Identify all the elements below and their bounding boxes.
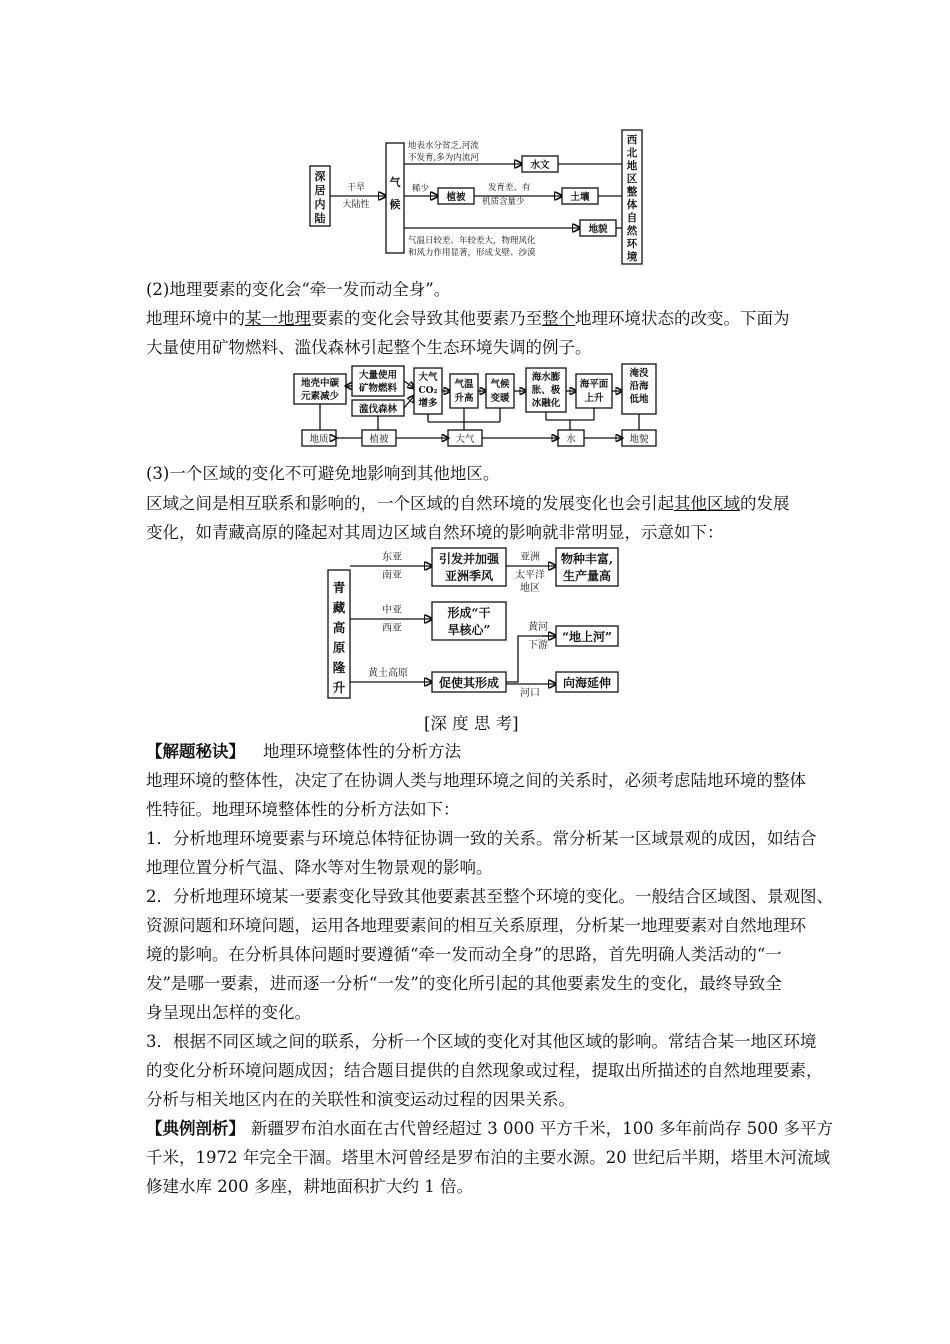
bottom-landform: 地貌 [629,434,649,445]
svg-text:低地: 低地 [629,394,649,405]
tips-method1-2: 地理位置分析气温、降水等对生物景观的影响。 [146,858,493,877]
svg-text:藏: 藏 [332,600,346,615]
tips-heading [146,738,461,762]
svg-text:沿海: 沿海 [629,381,649,392]
label-asia: 亚洲 [520,552,540,563]
tips-title: 地理环境整体性的分析方法 [263,742,461,761]
section2-paragraph-line1: 地理环境中的某一地理要素的变化会导致其他要素乃至整个地理环境状态的改变。下面为 [146,309,790,328]
bottom-atmosphere: 大气 [455,434,475,445]
vegetation-label: 植被 [446,192,466,203]
water-note-2: 不发育,多为内流河 [408,153,479,163]
svg-text:旱核心”: 旱核心” [447,623,491,637]
label-yellow-river: 黄河 [528,622,548,633]
tips-method2-5: 身呈现出怎样的变化。 [146,1003,311,1022]
diagram-northwest-environment [308,128,648,266]
arrow-label-dry: 干旱 [346,183,366,193]
section3-heading: (3)一个区域的变化不可避免地影响到其他地区。 [146,464,500,483]
svg-text:淹没: 淹没 [629,368,649,379]
svg-text:高: 高 [332,620,346,635]
landform-note-1: 气温日较差、年较差大，物理风化 [408,236,536,246]
tips-method2-2: 资源问题和环境问题，运用各地理要素间的相互关系原理，分析某一地理要素对自然地理环 [146,916,806,935]
label-loess: 黄土高原 [368,668,408,679]
tips-method2-4: 发”是哪一要素，进而逐一分析“一发”的变化所引起的其他要素发生的变化，最终导致全 [146,974,782,993]
tips-method3-1: 3．根据不同区域之间的联系，分析一个区域的变化对其他区域的影响。常结合某一地区环境 [146,1032,817,1051]
soil-label: 土壤 [570,192,590,203]
bottom-vegetation: 植被 [369,434,389,445]
landform-note-2: 和风力作用显著，形成戈壁、沙漠 [408,248,536,258]
svg-text:促使其形成: 促使其形成 [438,676,500,690]
svg-text:引发并加强: 引发并加强 [438,552,500,566]
svg-text:生产量高: 生产量高 [562,569,612,583]
label-central-asia: 中亚 [382,605,402,616]
svg-text:北: 北 [626,147,638,159]
tips-method3-2: 的变化分析环境问题成因；结合题目提供的自然现象或过程，提取出所描述的自然地理要素， [146,1061,823,1080]
svg-text:气温: 气温 [454,379,474,390]
label-estuary: 河口 [520,688,540,699]
label-south-asia: 南亚 [382,570,402,581]
svg-text:青: 青 [332,580,346,595]
svg-text:胀、极: 胀、极 [531,385,561,396]
climate-char1: 气 [389,176,401,189]
deep-thinking-title: [深 度 思 考] [424,714,519,733]
bottom-water: 水 [566,434,576,445]
soil-note-1: 发育差、有 [488,183,531,193]
svg-text:隆: 隆 [332,660,346,675]
deep-inland-char1: 深 [314,170,326,183]
hydrology-label: 水文 [530,160,550,171]
svg-text:地: 地 [626,160,638,172]
svg-text:区: 区 [626,173,638,185]
tips-label: 【解题秘诀】 [146,742,245,761]
soil-note-2: 机质含量少 [482,197,525,207]
svg-text:升高: 升高 [454,393,474,404]
svg-text:上升: 上升 [584,393,604,404]
tips-intro-2: 性特征。地理环境整体性的分析方法如下： [146,800,460,819]
bottom-geology: 地质 [309,434,329,445]
section2-heading: (2)地理要素的变化会“牵一发而动全身”。 [146,280,451,299]
svg-text:亚洲季风: 亚洲季风 [444,569,494,583]
svg-text:西: 西 [626,134,638,146]
deep-inland-char2: 居 [314,184,326,197]
example-line2: 千米，1972 年完全干涸。塔里木河曾经是罗布泊的主要水源。20 世纪后半期，塔里木河流域 [146,1148,830,1167]
svg-text:元素减少: 元素减少 [300,391,340,402]
example-line3: 修建水库 200 多座，耕地面积扩大约 1 倍。 [146,1177,473,1196]
svg-text:环: 环 [626,238,638,250]
svg-text:海水膨: 海水膨 [531,372,561,383]
climate-char2: 候 [389,198,401,211]
svg-text:整: 整 [626,186,638,198]
svg-text:体: 体 [626,199,638,211]
water-note-1: 地表水分贫乏,河流 [408,141,479,151]
svg-text:滥伐森林: 滥伐森林 [358,404,398,415]
svg-text:原: 原 [332,640,346,655]
svg-text:升: 升 [332,680,346,695]
svg-text:海平面: 海平面 [579,379,609,390]
svg-text:物种丰富,: 物种丰富, [560,552,614,566]
svg-text:变暖: 变暖 [490,393,510,404]
deep-inland-char4: 陆 [314,212,326,225]
tips-method2-1: 2．分析地理环境某一要素变化导致其他要素甚至整个环境的变化。一般结合区域图、景观图、 [146,887,833,906]
section2-paragraph-line2: 大量使用矿物燃料、滥伐森林引起整个生态环境失调的例子。 [146,338,592,357]
svg-text:境: 境 [626,251,638,263]
tips-intro-1: 地理环境的整体性，决定了在协调人类与地理环境之间的关系时，必须考虑陆地环境的整体 [146,771,806,790]
label-region: 地区 [520,583,540,594]
deep-inland-char3: 内 [314,198,326,211]
tips-method2-3: 境的影响。在分析具体问题时要遵循“牵一发而动全身”的思路，首先明确人类活动的“一 [146,945,782,964]
svg-text:自: 自 [626,212,638,224]
example-line1: 【典例剖析】 新疆罗布泊水面在古代曾经超过 3 000 平方千米，100 多年前尚存 500 多平方 [146,1119,833,1138]
svg-text:大气: 大气 [418,372,438,383]
svg-text:向海延伸: 向海延伸 [562,676,612,690]
svg-text:大量使用: 大量使用 [358,370,398,381]
svg-text:然: 然 [626,225,638,237]
landform-label: 地貌 [588,224,608,235]
label-pacific: 太平洋 [515,570,545,581]
rain-note: 稀少 [412,184,430,194]
svg-text:冰融化: 冰融化 [531,398,561,409]
label-west-asia: 西亚 [382,623,402,634]
svg-text:矿物燃料: 矿物燃料 [358,383,398,394]
arrow-label-continental: 大陆性 [342,200,370,210]
diagram-tibet-uplift [322,544,628,702]
diagram-ecological-imbalance [290,362,670,452]
label-downstream: 下游 [528,640,548,651]
svg-text:气候: 气候 [490,379,510,390]
svg-text:形成“干: 形成“干 [447,606,491,620]
svg-text:“地上河”: “地上河” [562,630,612,644]
svg-text:CO₂: CO₂ [418,386,438,396]
svg-text:增多: 增多 [418,398,438,409]
example-label: 【典例剖析】 [146,1119,245,1138]
section3-paragraph-line2: 变化，如青藏高原的隆起对其周边区域自然环境的影响就非常明显，示意如下： [146,523,724,542]
label-east-asia: 东亚 [382,552,402,563]
tips-method1-1: 1．分析地理环境要素与环境总体特征协调一致的关系。常分析某一区域景观的成因，如结合 [146,829,817,848]
tips-method3-3: 分析与相关地区内在的关联性和演变运动过程的因果关系。 [146,1090,575,1109]
svg-text:地壳中碳: 地壳中碳 [300,378,340,389]
section3-paragraph-line1: 区域之间是相互联系和影响的，一个区域的自然环境的发展变化也会引起其他区域的发展 [146,494,790,513]
